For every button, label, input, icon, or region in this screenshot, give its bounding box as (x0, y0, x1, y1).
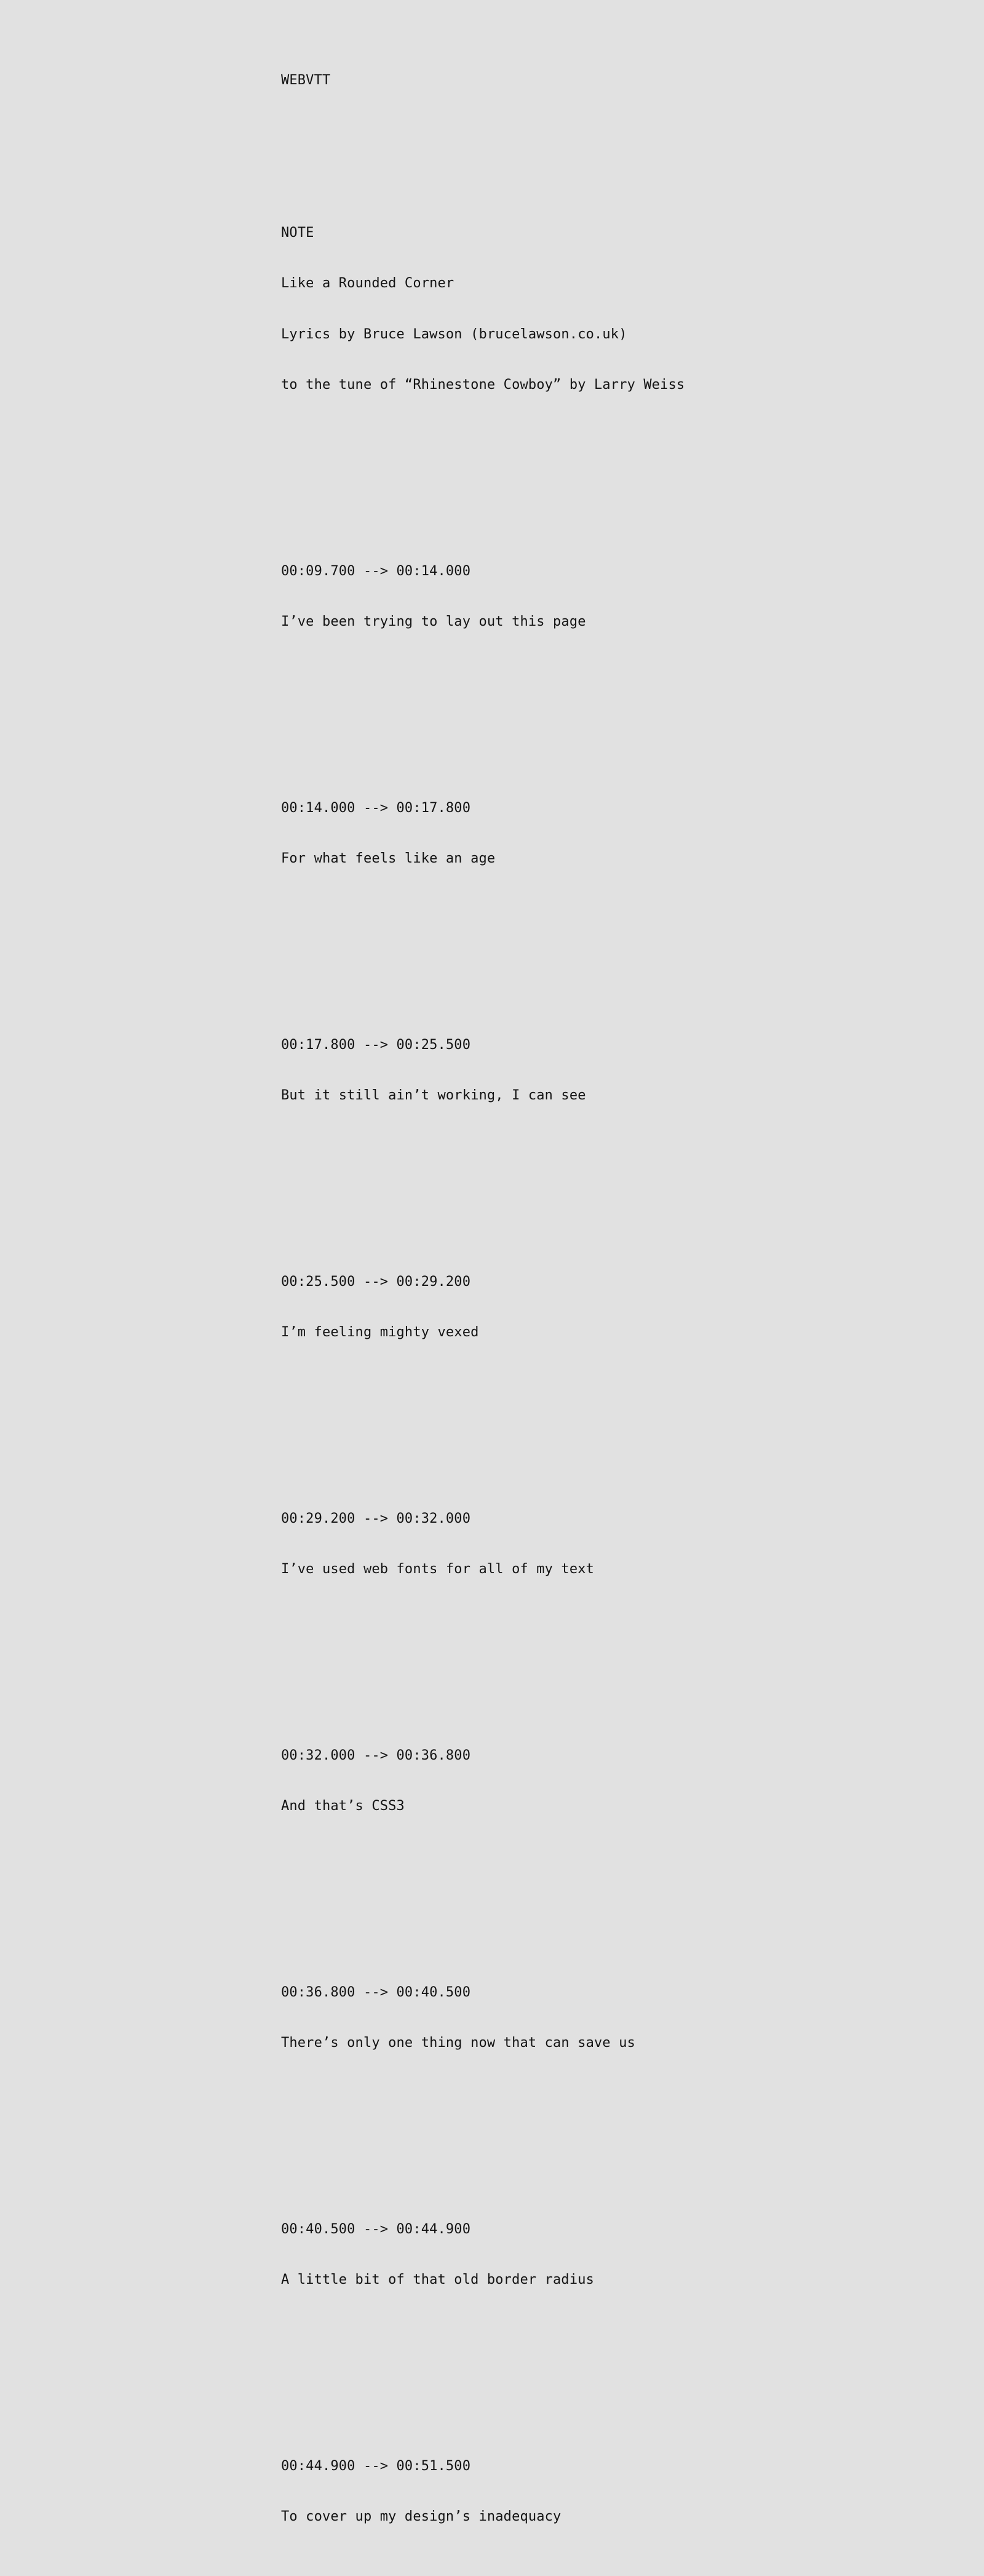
cue-timing: 00:32.000 --> 00:36.800 (281, 1747, 471, 1763)
blank-line (281, 461, 684, 479)
note-block (281, 191, 684, 428)
cue-block (281, 1240, 684, 1375)
blank-line (281, 2356, 684, 2374)
cue-timing: 00:09.700 --> 00:14.000 (281, 563, 471, 579)
cue-timing: 00:14.000 --> 00:17.800 (281, 800, 471, 816)
cue-text: There’s only one thing now that can save us (281, 2035, 635, 2051)
cue-timing: 00:17.800 --> 00:25.500 (281, 1037, 471, 1053)
cue-block (281, 2424, 684, 2559)
cue-timing: 00:40.500 --> 00:44.900 (281, 2221, 471, 2237)
note-line: Like a Rounded Corner (281, 276, 454, 291)
cue-timing: 00:25.500 --> 00:29.200 (281, 1274, 471, 1290)
cue-block (281, 2187, 684, 2323)
cue-block (281, 1477, 684, 1612)
blank-line (281, 935, 684, 952)
blank-line (281, 1883, 684, 1900)
cue-text: I’ve used web fonts for all of my text (281, 1561, 595, 1577)
note-line: Lyrics by Bruce Lawson (brucelawson.co.uk) (281, 326, 627, 342)
cue-text: To cover up my design’s inadequacy (281, 2509, 561, 2524)
cue-text: But it still ain’t working, I can see (281, 1088, 586, 1103)
cue-block (281, 1950, 684, 2086)
cue-text: A little bit of that old border radius (281, 2272, 595, 2287)
cue-text: I’m feeling mighty vexed (281, 1325, 479, 1340)
cue-block (281, 1003, 684, 1138)
blank-line (281, 123, 684, 140)
blank-line (281, 1409, 684, 1426)
cue-timing: 00:29.200 --> 00:32.000 (281, 1510, 471, 1526)
blank-line (281, 698, 684, 716)
cue-timing: 00:36.800 --> 00:40.500 (281, 1984, 471, 2000)
cue-block (281, 766, 684, 901)
vtt-document (281, 38, 684, 2576)
note-line: to the tune of “Rhinestone Cowboy” by Larry Weiss (281, 377, 685, 393)
cue-block (281, 529, 684, 664)
blank-line (281, 1646, 684, 1663)
cue-block (281, 1713, 684, 1849)
cue-timing: 00:44.900 --> 00:51.500 (281, 2458, 471, 2474)
blank-line (281, 2119, 684, 2137)
cue-text: I’ve been trying to lay out this page (281, 614, 586, 629)
cue-text: And that’s CSS3 (281, 1798, 405, 1814)
blank-line (281, 1172, 684, 1189)
file-header: WEBVTT (281, 73, 331, 88)
note-keyword: NOTE (281, 225, 314, 241)
cue-text: For what feels like an age (281, 851, 496, 866)
